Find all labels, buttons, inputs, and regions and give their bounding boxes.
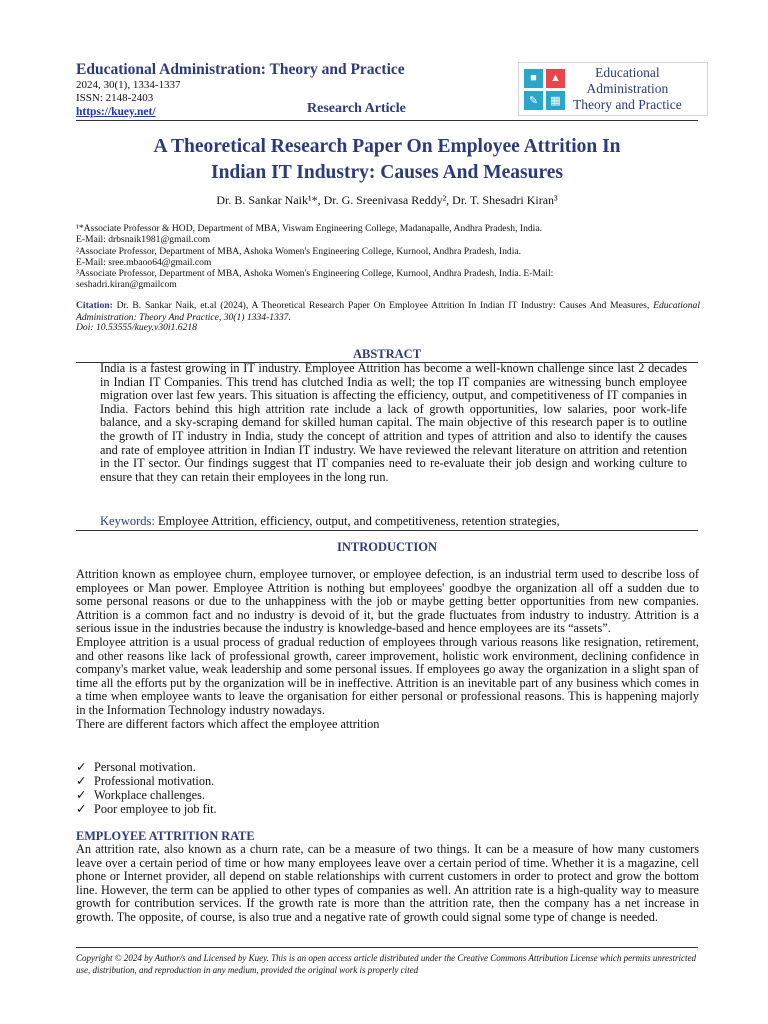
list-item: ✓ Poor employee to job fit. <box>76 802 217 816</box>
affiliation-2: ²Associate Professor, Department of MBA, Ashoka Women's Engineering College, Kurnool, Andhra Pradesh, India. <box>76 246 522 257</box>
keywords-line <box>100 514 560 529</box>
header-divider <box>76 120 698 121</box>
logo-line: Theory and Practice <box>573 97 682 112</box>
keywords-label: Keywords: <box>100 514 155 528</box>
copyright-footer: Copyright © 2024 by Author/s and Licensed by Kuey. This is an open access article distributed under the Creative Commons Attribution License which permits unrestricted use, distribution, and reproduction in any medium, provided the original work is properly cited <box>76 953 697 975</box>
journal-title: Educational Administration: Theory and Practice <box>76 61 405 78</box>
citation-journal-ref: Educational Administration: Theory And Practice, 30(1) 1334-1337. <box>76 300 700 323</box>
introduction-heading: INTRODUCTION <box>336 540 437 554</box>
bookmark-icon: ▲ <box>546 69 565 88</box>
journal-volume: 2024, 30(1), 1334-1337 <box>76 79 181 91</box>
paragraph: Employee attrition is a usual process of gradual reduction of employees through various reasons like resignation, retirement, and other reasons like lack of professional growth, career improvement, holistic work environment, declining confidence in company's market value, weak leadership and some personal issues. If employees go away the organization in a slight span of time all the efforts put by the organization will be in ineffective. Attrition is an inevitable part of any business which comes in a time when employee wants to leave the organisation for either personal or professional reasons. This is happening majorly in the Information Technology industry nowadays. <box>76 634 699 717</box>
logo-text <box>573 65 682 113</box>
checkmark-icon: ✓ <box>76 802 87 816</box>
journal-url-link[interactable]: https://kuey.net/ <box>76 106 156 118</box>
introduction-body <box>76 568 699 731</box>
factor-checklist <box>76 760 217 816</box>
checkmark-icon: ✓ <box>76 774 87 788</box>
abstract-text: India is a fastest growing in IT industry. Employee Attrition has become a well-known challenge since last 2 decades in Indian IT Companies. This trend has clutched India as well; the top IT companies are witnessing bunch employee migration over last few years. This situation is affecting the efficiency, output, and competitiveness of IT companies in India. Factors behind this high attrition rate include a lack of growth opportunities, low salaries, poor work-life balance, and a sky-scraping demand for skilled human capital. The main objective of this research paper is to outline the growth of IT industry in India, study the concept of attrition and types of attrition and also to identify the causes and rate of employee attrition in Indian IT industry. We have reviewed the relevant literature on attrition and retention in the IT sector. Our findings suggest that IT companies need to re-evaluate their job design and working culture to ensure that they can retain their employees in the long run. <box>100 361 687 484</box>
footer-rule <box>76 947 698 948</box>
journal-issn: ISSN: 2148-2403 <box>76 92 154 104</box>
attrition-rate-body: An attrition rate, also known as a churn rate, can be a measure of two things. It can be a measure of how many customers leave over a certain period of time or how many employees leave over a certain period of time. Whether it is a magazine, cell phone or Internet provider, all depend on stable relationships with current customers in order to protect and grow the bottom line. However, the term can be applied to other types of companies as well. An attrition rate is a high-quality way to measure growth for contribution services. If the growth rate is more than the attrition rate, then the company has a net increase in growth. The opposite, of course, is also true and a negative rate of growth could signal some type of change is needed. <box>76 842 699 924</box>
affiliation-3: ³Associate Professor, Department of MBA, Ashoka Women's Engineering College, Kurnool, Andhra Pradesh, India. E-Mail: <box>76 268 554 279</box>
keywords-text: Employee Attrition, efficiency, output, and competitiveness, retention strategies, <box>154 514 560 528</box>
logo-line: Administration <box>586 81 669 96</box>
article-type-label: Research Article <box>307 101 406 116</box>
checkmark-icon: ✓ <box>76 760 87 774</box>
affiliation-email-3: seshadri.kiran@gmailcom <box>76 279 177 290</box>
author-list: Dr. B. Sankar Naik¹*, Dr. G. Sreenivasa Reddy², Dr. T. Shesadri Kiran³ <box>216 193 558 207</box>
paragraph: Attrition known as employee churn, employee turnover, or employee defection, is an industrial term used to describe loss of employees or Man power. Employee Attrition is nothing but employees' goodbye the organization all off a sudden due to some personal reasons or due to the unhappiness with the job or maybe getting better opportunities from new companies. Attrition is a common fact and no industry is devoid of it, but the grade fluctuates from industry to industry. Attrition is a serious issue in the industries because the industry is knowledge-based and hence employees are its “assets”. <box>76 567 699 636</box>
logo-icon-grid <box>524 69 565 110</box>
affiliation-email-1: E-Mail: drbsnaik1981@gmail.com <box>76 234 211 245</box>
checkmark-icon: ✓ <box>76 788 87 802</box>
list-item: ✓ Workplace challenges. <box>76 788 205 802</box>
book-icon: ■ <box>524 69 543 88</box>
list-item: ✓ Professional motivation. <box>76 774 215 788</box>
abstract-heading: ABSTRACT <box>352 347 422 361</box>
citation-text: Dr. B. Sankar Naik, et.al (2024), A Theoretical Research Paper On Employee Attrition In Indian IT Industry: Causes And Measures, <box>112 300 654 311</box>
logo-line: Educational <box>595 65 660 80</box>
citation-block <box>76 300 700 323</box>
affiliation-1: ¹*Associate Professor & HOD, Department of MBA, Viswam Engineering College, Madanapalle, Andhra Pradesh, India. <box>76 223 542 234</box>
citation-doi: Doi: 10.53555/kuey.v30i1.6218 <box>76 322 197 333</box>
title-line: Indian IT Industry: Causes And Measures <box>210 162 563 183</box>
list-item: ✓ Personal motivation. <box>76 760 196 774</box>
abstract-bottom-rule <box>76 530 698 531</box>
affiliation-email-2: E-Mail: sree.mbaoo64@gmail.com <box>76 257 212 268</box>
pencil-icon: ✎ <box>524 91 543 110</box>
title-line: A Theoretical Research Paper On Employee Attrition In <box>153 136 621 157</box>
citation-label: Citation: <box>76 300 113 311</box>
paper-title <box>76 134 698 186</box>
journal-logo <box>518 62 708 116</box>
grid-icon: ▦ <box>546 91 565 110</box>
paragraph: There are different factors which affect the employee attrition <box>76 716 380 731</box>
attrition-rate-heading: EMPLOYEE ATTRITION RATE <box>76 829 255 843</box>
